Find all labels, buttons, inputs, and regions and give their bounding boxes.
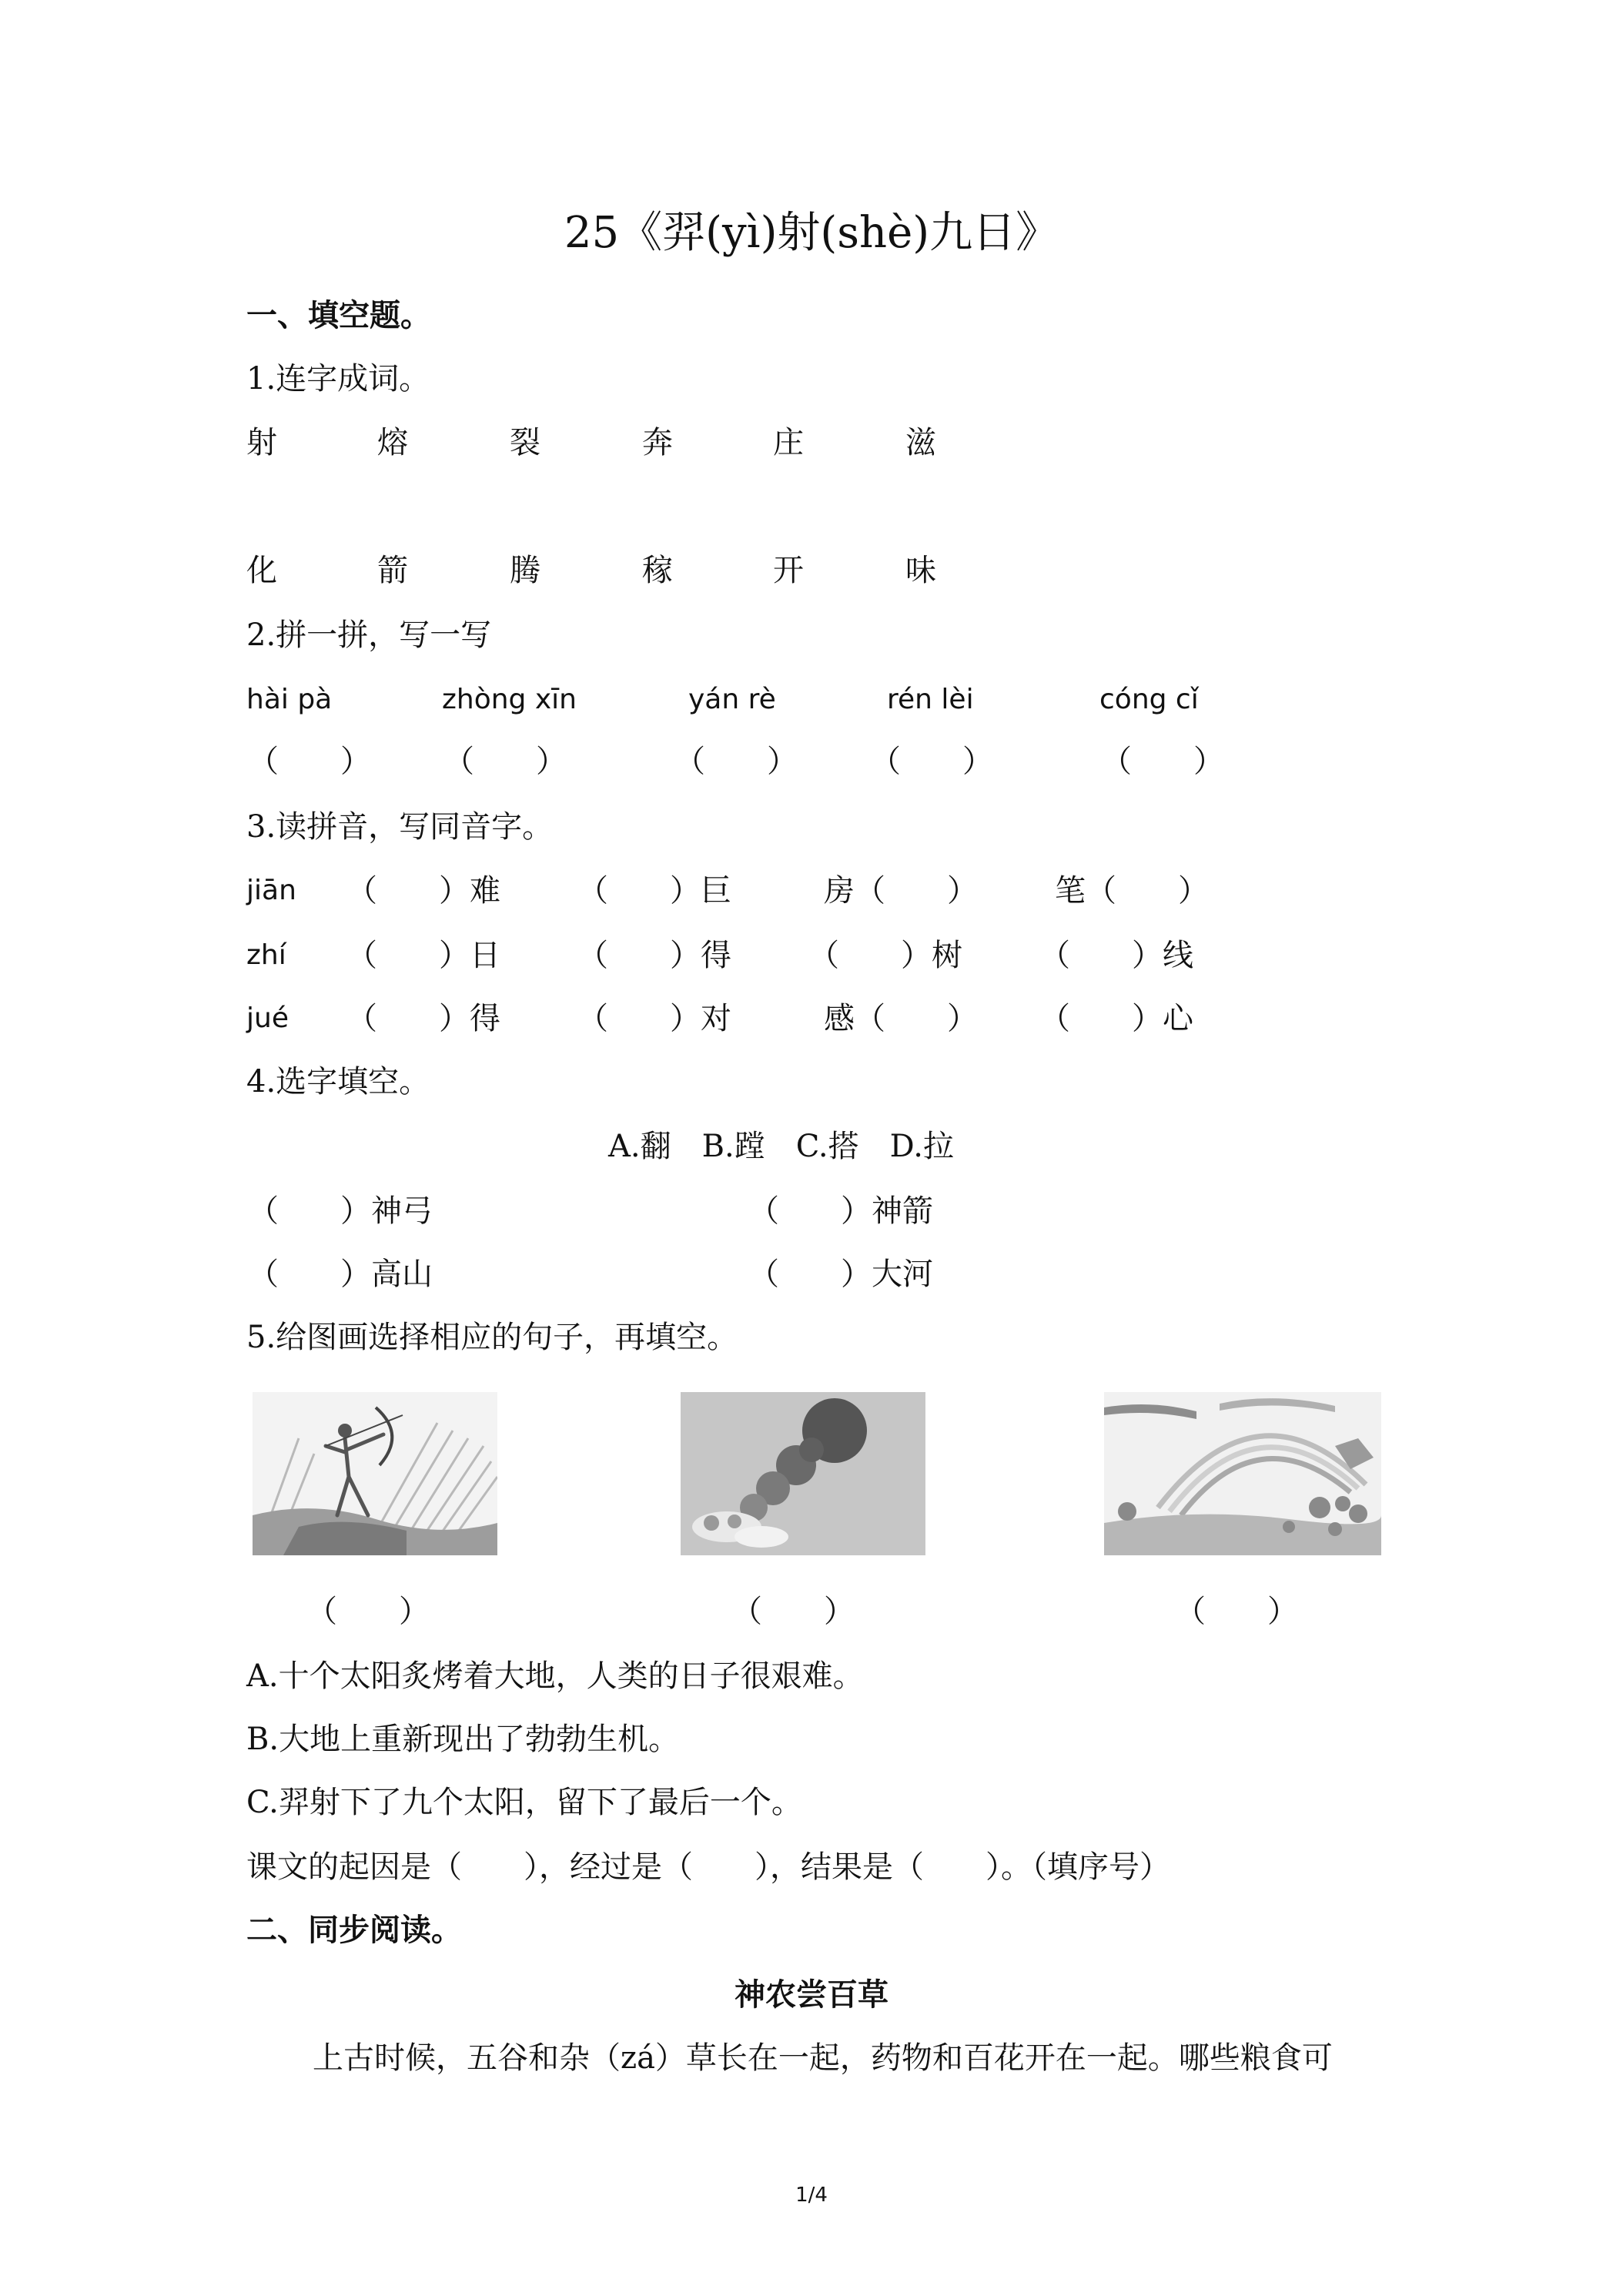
q1-top-char: 射	[246, 425, 277, 460]
q4-item[interactable]: （ ）神箭	[748, 1193, 933, 1229]
q2-pinyin: zhòng xīn	[442, 684, 577, 715]
answer-blank[interactable]: （ ）	[443, 744, 567, 779]
q1-top-char: 庄	[773, 425, 804, 460]
q1-top-char: 奔	[642, 425, 673, 460]
picture-answer-blank[interactable]: （ ）	[731, 1594, 855, 1629]
story-title: 神农尝百草	[735, 1977, 888, 2013]
q3-item[interactable]: 房（ ）	[824, 873, 978, 909]
sentence-b: B.大地上重新现出了勃勃生机。	[246, 1722, 680, 1757]
q1-bottom-char: 开	[773, 553, 804, 588]
q4-item[interactable]: （ ）高山	[248, 1257, 433, 1292]
q3-pinyin: jué	[246, 1002, 289, 1034]
q4-options: A.翻 B.蹚 C.搭 D.拉	[608, 1129, 954, 1164]
section-heading-fill-in: 一、填空题。	[246, 298, 431, 333]
q1-top-char: 滋	[905, 425, 936, 460]
q3-item[interactable]: （ ）日	[346, 938, 500, 973]
question-2-label: 2.拼一拼，写一写	[246, 618, 492, 653]
page-number: 1/4	[795, 2184, 828, 2207]
q2-pinyin: hài pà	[246, 684, 333, 715]
picture-answer-blank[interactable]: （ ）	[1175, 1594, 1298, 1629]
q3-item[interactable]: （ ）对	[577, 1001, 731, 1036]
q1-bottom-char: 稼	[642, 553, 673, 588]
q3-item[interactable]: （ ）巨	[577, 873, 731, 909]
question-1-label: 1.连字成词。	[246, 361, 430, 397]
q3-item[interactable]: （ ）线	[1039, 938, 1193, 973]
q4-item[interactable]: （ ）大河	[748, 1257, 933, 1292]
sentence-a: A.十个太阳炙烤着大地，人类的日子很艰难。	[246, 1658, 864, 1694]
question-3-label: 3.读拼音，写同音字。	[246, 809, 554, 845]
page-title: 25《羿(yì)射(shè)九日》	[564, 208, 1059, 258]
ten-suns-picture	[681, 1392, 925, 1555]
story-order-summary[interactable]: 课文的起因是（ ），经过是（ ），结果是（ ）。（填序号）	[246, 1849, 1170, 1885]
q1-top-char: 熔	[377, 425, 408, 460]
q2-pinyin: cóng cǐ	[1099, 684, 1199, 715]
q3-item[interactable]: （ ）树	[808, 938, 962, 973]
question-5-label: 5.给图画选择相应的句子，再填空。	[246, 1320, 738, 1355]
q2-pinyin: yán rè	[688, 684, 776, 715]
q3-item[interactable]: （ ）心	[1039, 1001, 1193, 1036]
q1-top-char: 裂	[510, 425, 540, 460]
q3-item[interactable]: 笔（ ）	[1055, 873, 1209, 909]
q1-bottom-char: 化	[246, 553, 277, 588]
rainbow-landscape-picture	[1104, 1392, 1381, 1555]
q3-item[interactable]: （ ）得	[577, 938, 731, 973]
answer-blank[interactable]: （ ）	[674, 744, 798, 779]
archer-picture	[253, 1392, 497, 1555]
sentence-c: C.羿射下了九个太阳，留下了最后一个。	[246, 1785, 802, 1820]
q1-bottom-char: 箭	[377, 553, 408, 588]
q3-pinyin: zhí	[246, 939, 286, 971]
answer-blank[interactable]: （ ）	[1101, 744, 1224, 779]
question-4-label: 4.选字填空。	[246, 1064, 430, 1099]
section-heading-reading: 二、同步阅读。	[246, 1913, 462, 1948]
q1-bottom-char: 腾	[510, 553, 540, 588]
q1-bottom-char: 味	[905, 553, 936, 588]
picture-answer-blank[interactable]: （ ）	[306, 1594, 430, 1629]
answer-blank[interactable]: （ ）	[870, 744, 993, 779]
q3-item[interactable]: （ ）得	[346, 1001, 500, 1036]
q3-pinyin: jiān	[246, 875, 296, 906]
q4-item[interactable]: （ ）神弓	[248, 1193, 433, 1229]
answer-blank[interactable]: （ ）	[248, 744, 371, 779]
q3-item[interactable]: （ ）难	[346, 873, 500, 909]
story-paragraph: 上古时候，五谷和杂（zá）草长在一起，药物和百花开在一起。哪些粮食可	[313, 2040, 1333, 2076]
q3-item[interactable]: 感（ ）	[824, 1001, 978, 1036]
q2-pinyin: rén lèi	[887, 684, 974, 715]
